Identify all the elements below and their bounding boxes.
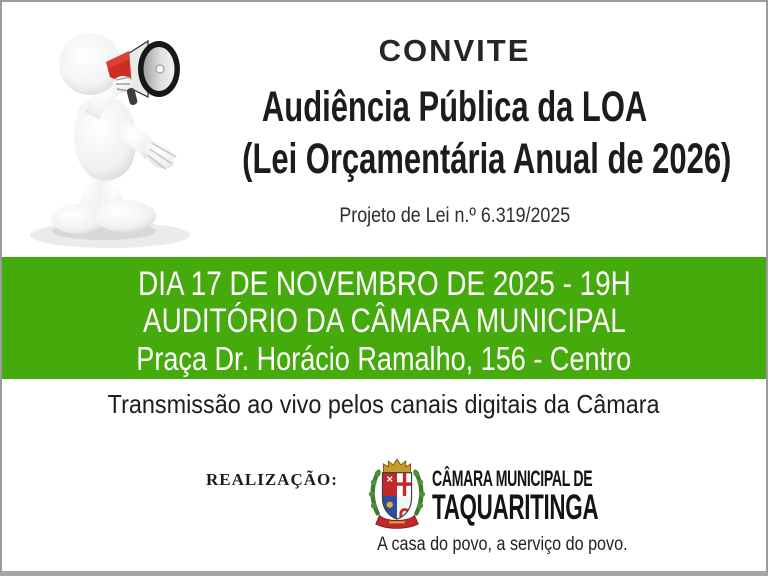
event-date-time: DIA 17 DE NOVEMBRO DE 2025 - 19H xyxy=(137,265,631,303)
live-broadcast-note: Transmissão ao vivo pelos canais digitais da Câmara xyxy=(108,389,660,419)
event-heading-line1: Audiência Pública da LOA xyxy=(261,83,648,131)
header-block xyxy=(147,2,762,257)
taquaritinga-coat-of-arms xyxy=(366,457,428,533)
organization-name-block xyxy=(432,466,652,527)
realization-label: REALIZAÇÃO: xyxy=(206,470,338,489)
event-heading-line2: (Lei Orçamentária Anual de 2026) xyxy=(242,135,732,183)
event-details-banner xyxy=(2,257,766,379)
event-venue: AUDITÓRIO DA CÂMARA MUNICIPAL xyxy=(142,302,626,340)
coat-of-arms-icon xyxy=(366,457,428,533)
bill-number-subtitle: Projeto de Lei n.º 6.319/2025 xyxy=(339,204,570,227)
poster-title: CONVITE xyxy=(378,33,531,68)
event-address: Praça Dr. Horácio Ramalho, 156 - Centro xyxy=(136,340,632,377)
organization-name-line1: CÂMARA MUNICIPAL DE xyxy=(432,466,593,491)
organization-name-line2: TAQUARITINGA xyxy=(432,488,599,527)
organization-tagline: A casa do povo, a serviço do povo. xyxy=(376,534,628,555)
